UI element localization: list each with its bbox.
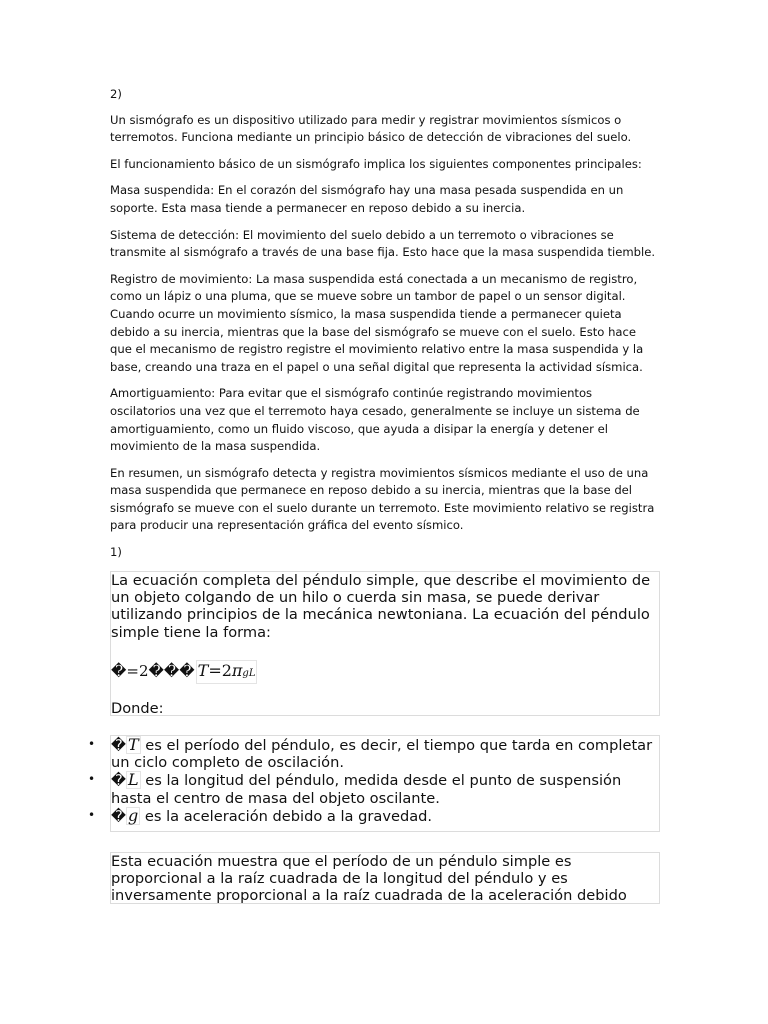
formula-sub: gL xyxy=(242,668,256,680)
pendulum-equation-box xyxy=(110,571,660,716)
document-body xyxy=(88,86,660,904)
formula-raw-text: �=2��� xyxy=(111,662,195,681)
paragraph-sistema-deteccion: Sistema de detección: El movimiento del suelo debido a un terremoto o vibraciones se transmite al sismógrafo a través de una base fija. Esto hace que la masa suspendida tiemble. xyxy=(110,227,656,260)
paragraph-components: El funcionamiento básico de un sismógrafo implica los siguientes componentes principales: xyxy=(110,156,642,171)
var-symbol: T xyxy=(127,734,139,754)
bullet-icon: • xyxy=(88,772,96,787)
paragraph-amortiguamiento: Amortiguamiento: Para evitar que el sismógrafo continúe registrando movimientos oscilatorios una vez que el terremoto haya cesado, generalmente se incluye un sistema de amortiguamiento, como un fluido viscoso, que ayuda a disipar la energía y detener el movimiento de la masa suspendida. xyxy=(110,386,640,454)
bullet-icon: • xyxy=(88,808,96,823)
conclusion-text: Esta ecuación muestra que el período de un péndulo simple es proporcional a la raíz cuadrada de la longitud del péndulo y es inversamente proporcional a la raíz cuadrada de la aceleración debido xyxy=(111,852,627,904)
variables-list xyxy=(88,734,658,826)
var-description: es el período del péndulo, es decir, el tiempo que tarda en completar un ciclo completo de oscilación. xyxy=(111,736,653,772)
paragraph-intro: Un sismógrafo es un dispositivo utilizado para medir y registrar movimientos sísmicos o terremotos. Funciona mediante un principio básico de detección de vibraciones del suelo. xyxy=(110,112,632,145)
list-item xyxy=(88,734,658,772)
var-glyph: � xyxy=(111,736,126,754)
conclusion-box xyxy=(110,852,660,904)
paragraph-registro-movimiento: Registro de movimiento: La masa suspendida está conectada a un mecanismo de registro, como un lápiz o una pluma, que se mueve sobre un tambor de papel o un sensor digital. Cuando ocurre un movimiento sísmico, la masa suspendida tiende a permanecer quieta debido a su inercia, mientras que la base del sismógrafo se mueve con el suelo. Esto hace que el mecanismo de registro registre el movimiento relativo entre la masa suspendida y la base, creando una traza en el papel o una señal digital que representa la actividad sísmica. xyxy=(110,271,644,374)
formula-pi: π xyxy=(231,661,243,681)
var-glyph: � xyxy=(111,808,126,826)
list-item xyxy=(88,806,658,826)
var-symbol: g xyxy=(127,806,139,826)
var-description: es la aceleración debido a la gravedad. xyxy=(140,808,433,826)
paragraph-resumen: En resumen, un sismógrafo detecta y registra movimientos sísmicos mediante el uso de una masa suspendida que permanece en reposo debido a su inercia, mientras que la base del sismógrafo se mueve con el suelo durante un terremoto. Este movimiento relativo se registra para producir una representación gráfica del evento sísmico. xyxy=(110,465,655,533)
formula-T: T xyxy=(197,661,209,681)
donde-label: Donde: xyxy=(111,700,164,718)
var-description: es la longitud del péndulo, medida desde el punto de suspensión hasta el centro de masa del objeto oscilante. xyxy=(111,772,622,807)
formula-eq: =2 xyxy=(208,661,232,681)
bullet-icon: • xyxy=(88,736,96,751)
paragraph-masa-suspendida: Masa suspendida: En el corazón del sismógrafo hay una masa pesada suspendida en un soporte. Esta masa tiende a permanecer en reposo debido a su inercia. xyxy=(110,183,624,215)
pendulum-formula xyxy=(111,660,658,682)
var-glyph: � xyxy=(111,772,126,790)
section-label-2: 2) xyxy=(110,87,122,101)
list-item xyxy=(88,770,658,807)
variables-box xyxy=(88,734,660,832)
formula-rendered xyxy=(196,660,258,684)
section-label-1: 1) xyxy=(110,545,122,560)
pendulum-intro-text: La ecuación completa del péndulo simple, que describe el movimiento de un objeto colgando de un hilo o cuerda sin masa, se puede derivar utilizando principios de la mecánica newtoniana. La ecuación del péndulo simple tiene la forma: xyxy=(111,571,651,641)
var-symbol: L xyxy=(127,770,139,790)
